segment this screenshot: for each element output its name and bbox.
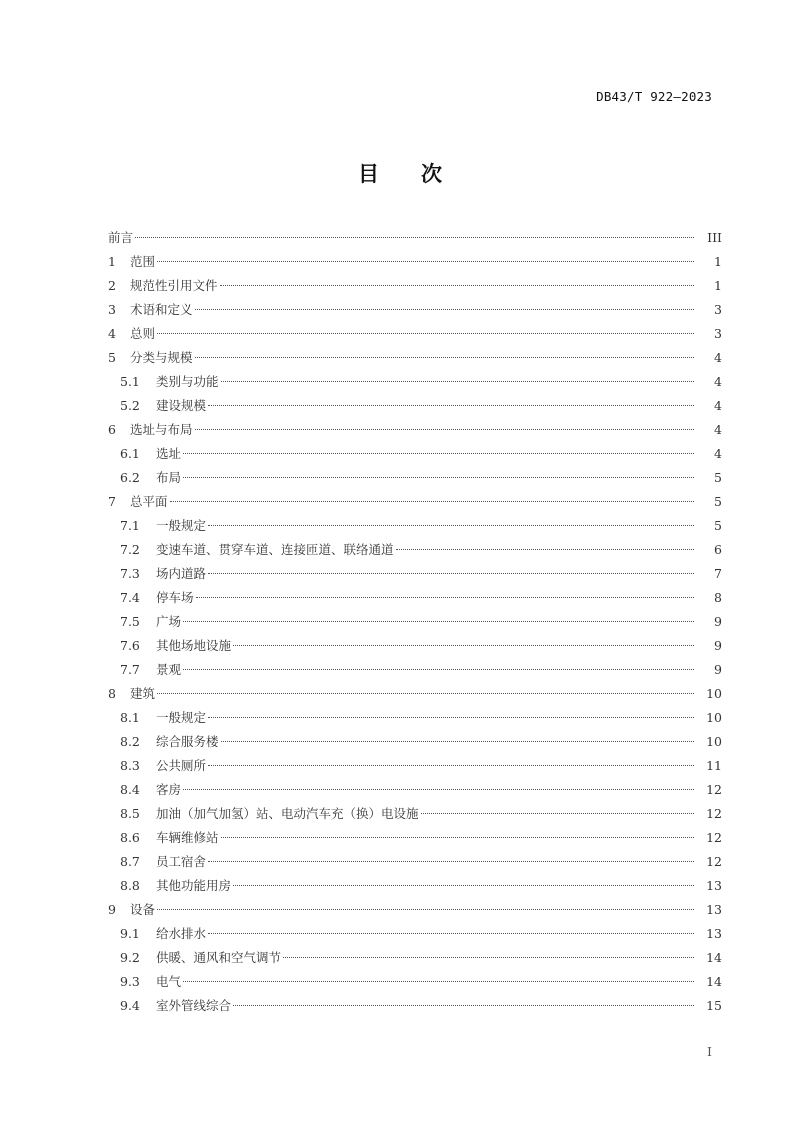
toc-entry-label: 综合服务楼 bbox=[156, 734, 219, 749]
toc-entry[interactable] bbox=[108, 754, 722, 778]
dot-leader bbox=[208, 573, 694, 574]
dot-leader bbox=[208, 933, 694, 934]
toc-entry-page: 4 bbox=[714, 374, 722, 389]
toc-entry[interactable] bbox=[108, 706, 722, 730]
toc-entry[interactable] bbox=[108, 586, 722, 610]
toc-entry-label: 供暖、通风和空气调节 bbox=[156, 950, 282, 965]
toc-entry-number: 9.4 bbox=[120, 998, 140, 1013]
title-char-2: 次 bbox=[421, 162, 442, 186]
toc-entry-number: 5.1 bbox=[120, 374, 140, 389]
toc-entry-page: 13 bbox=[706, 902, 722, 917]
toc-entry-number: 9.1 bbox=[120, 926, 140, 941]
toc-entry-number: 7.4 bbox=[120, 590, 140, 605]
dot-leader bbox=[233, 645, 694, 646]
toc-entry-page: 9 bbox=[714, 662, 722, 677]
toc-entry-page: 4 bbox=[714, 422, 722, 437]
toc-entry-number: 7.6 bbox=[120, 638, 140, 653]
toc-entry-number: 7.1 bbox=[120, 518, 140, 533]
toc-entry[interactable] bbox=[108, 610, 722, 634]
toc-entry-page: 15 bbox=[706, 998, 722, 1013]
toc-entry-label: 前言 bbox=[108, 230, 134, 245]
toc-entry[interactable] bbox=[108, 826, 722, 850]
toc-entry-label: 设备 bbox=[130, 902, 156, 917]
toc-entry[interactable] bbox=[108, 514, 722, 538]
toc-entry[interactable] bbox=[108, 442, 722, 466]
toc-entry[interactable] bbox=[108, 346, 722, 370]
toc-entry-page: 10 bbox=[706, 710, 722, 725]
dot-leader bbox=[183, 621, 694, 622]
dot-leader bbox=[183, 453, 694, 454]
toc-entry-label: 其他场地设施 bbox=[156, 638, 232, 653]
toc-entry-number: 8.7 bbox=[120, 854, 140, 869]
toc-entry-number: 7.7 bbox=[120, 662, 140, 677]
toc-entry[interactable] bbox=[108, 322, 722, 346]
dot-leader bbox=[195, 357, 694, 358]
dot-leader bbox=[220, 285, 694, 286]
toc-entry[interactable] bbox=[108, 634, 722, 658]
toc-entry[interactable] bbox=[108, 538, 722, 562]
dot-leader bbox=[233, 1005, 694, 1006]
dot-leader bbox=[195, 309, 694, 310]
toc-entry[interactable] bbox=[108, 898, 722, 922]
toc-entry-page: 5 bbox=[714, 494, 722, 509]
toc-entry-number: 7.5 bbox=[120, 614, 140, 629]
toc-entry[interactable] bbox=[108, 298, 722, 322]
toc-entry-page: 1 bbox=[714, 254, 722, 269]
page-number: I bbox=[707, 1044, 712, 1059]
page-title bbox=[0, 158, 800, 188]
toc-entry[interactable] bbox=[108, 994, 722, 1018]
toc-entry-number: 5.2 bbox=[120, 398, 140, 413]
toc-entry-number: 5 bbox=[108, 350, 116, 365]
toc-entry[interactable] bbox=[108, 658, 722, 682]
toc-entry[interactable] bbox=[108, 850, 722, 874]
toc-entry-page: 5 bbox=[714, 518, 722, 533]
dot-leader bbox=[283, 957, 694, 958]
toc-entry-label: 布局 bbox=[156, 470, 182, 485]
toc-entry[interactable] bbox=[108, 466, 722, 490]
dot-leader bbox=[421, 813, 694, 814]
toc-entry-page: 9 bbox=[714, 614, 722, 629]
toc-entry[interactable] bbox=[108, 970, 722, 994]
toc-entry-page: 14 bbox=[706, 974, 722, 989]
toc-entry-page: 9 bbox=[714, 638, 722, 653]
toc-entry-label: 建筑 bbox=[130, 686, 156, 701]
toc-entry-page: 12 bbox=[706, 806, 722, 821]
dot-leader bbox=[396, 549, 694, 550]
toc-entry-page: 13 bbox=[706, 878, 722, 893]
toc-entry-label: 景观 bbox=[156, 662, 182, 677]
dot-leader bbox=[195, 429, 694, 430]
dot-leader bbox=[221, 381, 694, 382]
toc-entry-page: 10 bbox=[706, 734, 722, 749]
toc-entry-number: 6 bbox=[108, 422, 116, 437]
toc-entry-label: 总则 bbox=[130, 326, 156, 341]
toc-entry-label: 一般规定 bbox=[156, 518, 207, 533]
toc-entry-page: 5 bbox=[714, 470, 722, 485]
dot-leader bbox=[183, 981, 694, 982]
toc-entry-label: 选址与布局 bbox=[130, 422, 193, 437]
toc-entry-number: 8.4 bbox=[120, 782, 140, 797]
toc-entry-page: III bbox=[707, 230, 722, 245]
toc-entry-page: 12 bbox=[706, 782, 722, 797]
toc-entry-page: 3 bbox=[714, 326, 722, 341]
toc-entry-number: 8.2 bbox=[120, 734, 140, 749]
dot-leader bbox=[221, 741, 694, 742]
toc-entry-label: 规范性引用文件 bbox=[130, 278, 218, 293]
toc-entry-page: 8 bbox=[714, 590, 722, 605]
toc-entry-number: 8 bbox=[108, 686, 116, 701]
toc-entry[interactable] bbox=[108, 394, 722, 418]
dot-leader bbox=[157, 333, 694, 334]
toc-entry-label: 员工宿舍 bbox=[156, 854, 207, 869]
toc-entry-page: 4 bbox=[714, 350, 722, 365]
toc-entry[interactable] bbox=[108, 874, 722, 898]
toc-entry-number: 7.2 bbox=[120, 542, 140, 557]
toc-entry[interactable] bbox=[108, 922, 722, 946]
toc-entry[interactable] bbox=[108, 490, 722, 514]
toc-entry-page: 12 bbox=[706, 854, 722, 869]
toc-entry-number: 3 bbox=[108, 302, 116, 317]
toc-entry-number: 8.6 bbox=[120, 830, 140, 845]
toc-entry-number: 8.8 bbox=[120, 878, 140, 893]
toc-entry-number: 7 bbox=[108, 494, 116, 509]
toc-entry-number: 8.3 bbox=[120, 758, 140, 773]
dot-leader bbox=[157, 261, 694, 262]
toc-entry-label: 变速车道、贯穿车道、连接匝道、联络通道 bbox=[156, 542, 394, 557]
table-of-contents bbox=[108, 226, 722, 1018]
toc-entry-label: 其他功能用房 bbox=[156, 878, 232, 893]
dot-leader bbox=[183, 477, 694, 478]
toc-entry-number: 2 bbox=[108, 278, 116, 293]
toc-entry-page: 7 bbox=[714, 566, 722, 581]
toc-entry-label: 一般规定 bbox=[156, 710, 207, 725]
toc-entry-page: 1 bbox=[714, 278, 722, 293]
document-code: DB43/T 922—2023 bbox=[596, 89, 712, 104]
toc-entry-label: 场内道路 bbox=[156, 566, 207, 581]
dot-leader bbox=[183, 789, 694, 790]
toc-entry-page: 12 bbox=[706, 830, 722, 845]
toc-entry-number: 6.2 bbox=[120, 470, 140, 485]
toc-entry-label: 选址 bbox=[156, 446, 182, 461]
dot-leader bbox=[135, 237, 694, 238]
toc-entry-label: 客房 bbox=[156, 782, 182, 797]
toc-entry[interactable] bbox=[108, 250, 722, 274]
toc-entry-label: 范围 bbox=[130, 254, 156, 269]
dot-leader bbox=[208, 525, 694, 526]
dot-leader bbox=[208, 717, 694, 718]
toc-entry-label: 广场 bbox=[156, 614, 182, 629]
dot-leader bbox=[196, 597, 694, 598]
toc-entry-label: 类别与功能 bbox=[156, 374, 219, 389]
dot-leader bbox=[208, 861, 694, 862]
toc-entry-number: 9.3 bbox=[120, 974, 140, 989]
toc-entry[interactable] bbox=[108, 418, 722, 442]
toc-entry-number: 1 bbox=[108, 254, 116, 269]
toc-entry[interactable] bbox=[108, 562, 722, 586]
toc-entry[interactable] bbox=[108, 778, 722, 802]
dot-leader bbox=[221, 837, 694, 838]
toc-entry[interactable] bbox=[108, 274, 722, 298]
toc-entry-page: 4 bbox=[714, 398, 722, 413]
dot-leader bbox=[208, 765, 694, 766]
toc-entry-page: 4 bbox=[714, 446, 722, 461]
toc-entry-label: 给水排水 bbox=[156, 926, 207, 941]
toc-entry[interactable] bbox=[108, 946, 722, 970]
toc-entry-page: 14 bbox=[706, 950, 722, 965]
toc-entry-label: 停车场 bbox=[156, 590, 194, 605]
toc-entry[interactable] bbox=[108, 730, 722, 754]
toc-entry-page: 11 bbox=[706, 758, 722, 773]
toc-entry[interactable] bbox=[108, 802, 722, 826]
dot-leader bbox=[233, 885, 694, 886]
toc-entry-number: 7.3 bbox=[120, 566, 140, 581]
toc-entry-number: 6.1 bbox=[120, 446, 140, 461]
toc-entry-label: 室外管线综合 bbox=[156, 998, 232, 1013]
dot-leader bbox=[157, 693, 694, 694]
toc-entry-number: 9 bbox=[108, 902, 116, 917]
toc-entry[interactable] bbox=[108, 370, 722, 394]
toc-entry-label: 车辆维修站 bbox=[156, 830, 219, 845]
toc-entry-label: 总平面 bbox=[130, 494, 168, 509]
toc-entry-number: 8.5 bbox=[120, 806, 140, 821]
toc-entry-page: 3 bbox=[714, 302, 722, 317]
toc-entry-label: 分类与规模 bbox=[130, 350, 193, 365]
toc-entry-label: 建设规模 bbox=[156, 398, 207, 413]
dot-leader bbox=[183, 669, 694, 670]
dot-leader bbox=[157, 909, 694, 910]
toc-entry-number: 8.1 bbox=[120, 710, 140, 725]
toc-entry-label: 公共厕所 bbox=[156, 758, 207, 773]
toc-entry[interactable] bbox=[108, 226, 722, 250]
toc-entry-label: 电气 bbox=[156, 974, 182, 989]
toc-entry-label: 加油（加气加氢）站、电动汽车充（换）电设施 bbox=[156, 806, 419, 821]
toc-entry-page: 13 bbox=[706, 926, 722, 941]
toc-entry-page: 6 bbox=[714, 542, 722, 557]
title-char-1: 目 bbox=[358, 162, 379, 186]
toc-entry-number: 9.2 bbox=[120, 950, 140, 965]
dot-leader bbox=[170, 501, 694, 502]
toc-entry[interactable] bbox=[108, 682, 722, 706]
dot-leader bbox=[208, 405, 694, 406]
toc-entry-page: 10 bbox=[706, 686, 722, 701]
toc-entry-number: 4 bbox=[108, 326, 116, 341]
toc-entry-label: 术语和定义 bbox=[130, 302, 193, 317]
